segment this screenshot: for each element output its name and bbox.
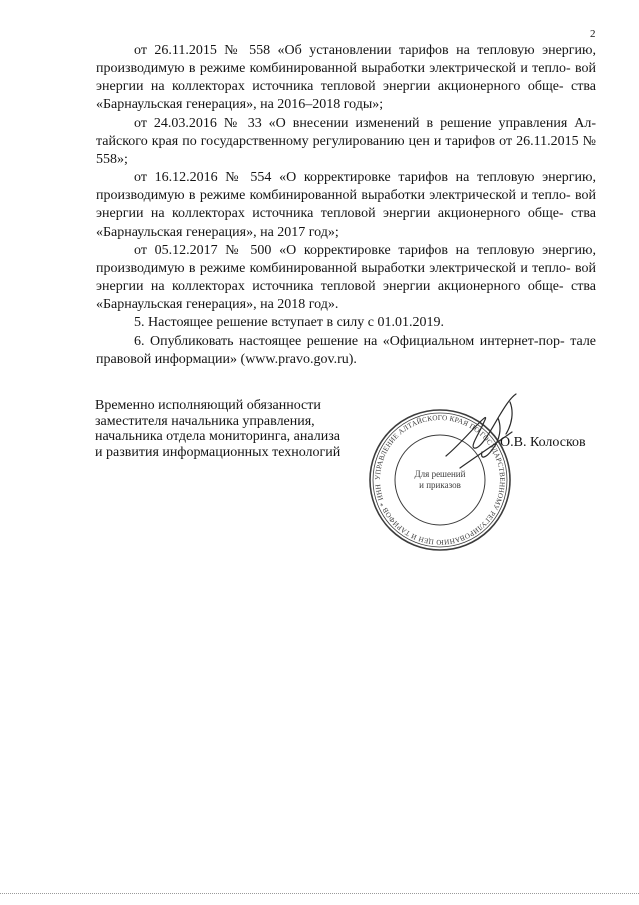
text-line: ства «Барнаульская генерация», на 2016–2018 годы»;: [96, 79, 597, 113]
text-line: производимую в режиме комбинированной выработки электрической и тепло-: [96, 260, 571, 276]
text-line: 26.11.2015 № 558»;: [96, 133, 596, 167]
paragraph-effective-date: [96, 314, 596, 332]
text-line: ства «Барнаульская генерация», на 2018 год».: [96, 279, 597, 313]
text-line: тале правовой информации» (www.pravo.gov.ru).: [96, 333, 597, 367]
document-body: [96, 42, 596, 369]
text-line: вой энергии на коллекторах источника тепловой энергии акционерного обще-: [96, 61, 597, 95]
paragraph: [96, 169, 596, 242]
text-line: производимую в режиме комбинированной выработки электрической и тепло-: [96, 188, 571, 204]
page-number: 2: [590, 28, 596, 40]
paragraph-publication: [96, 333, 596, 369]
paragraph: [96, 42, 596, 115]
text-line: от 26.11.2015 № 558 «Об установлении тарифов на тепловую энергию,: [134, 43, 596, 58]
text-line: вой энергии на коллекторах источника тепловой энергии акционерного обще-: [96, 188, 597, 222]
text-line: от 24.03.2016 № 33 «О внесении изменений в решение управления Ал-: [134, 115, 596, 131]
signatory-title: [95, 398, 340, 460]
signatory-title-line: заместителя начальника управления,: [95, 413, 315, 429]
text-line: тайского края по государственному регулированию цен и тарифов от: [96, 133, 513, 149]
seal-inner-text: и приказов: [419, 480, 461, 490]
signatory-title-line: Временно исполняющий обязанности: [95, 398, 321, 413]
text-line: от 05.12.2017 № 500 «О корректировке тарифов на тепловую энергию,: [134, 242, 596, 258]
text-line: 6. Опубликовать настоящее решение на «Официальном интернет-пор-: [134, 333, 565, 349]
text-line: вой энергии на коллекторах источника тепловой энергии акционерного обще-: [96, 260, 597, 295]
text-line: производимую в режиме комбинированной выработки электрической и тепло-: [96, 61, 571, 77]
signer-name: О.В. Колосков: [500, 435, 586, 450]
text-line: от 16.12.2016 № 554 «О корректировке тарифов на тепловую энергию,: [134, 170, 596, 186]
text-line: 5. Настоящее решение вступает в силу с 01.01.2019.: [134, 315, 444, 331]
paragraph: [96, 115, 596, 169]
signatory-title-line: и развития информационных технологий: [95, 444, 341, 460]
footer-divider: [0, 893, 639, 894]
text-line: ства «Барнаульская генерация», на 2017 год»;: [96, 206, 597, 240]
signatory-title-line: начальника отдела мониторинга, анализа: [95, 429, 340, 444]
seal-inner-text: Для решений: [414, 469, 466, 479]
paragraph: [96, 242, 596, 315]
seal-outer-text: УПРАВЛЕНИЕ АЛТАЙСКОГО КРАЯ ПО ГОСУДАРСТВЕННОМУ РЕГУЛИРОВАНИЮ ЦЕН И ТАРИФОВ * ИНН: [373, 413, 507, 547]
